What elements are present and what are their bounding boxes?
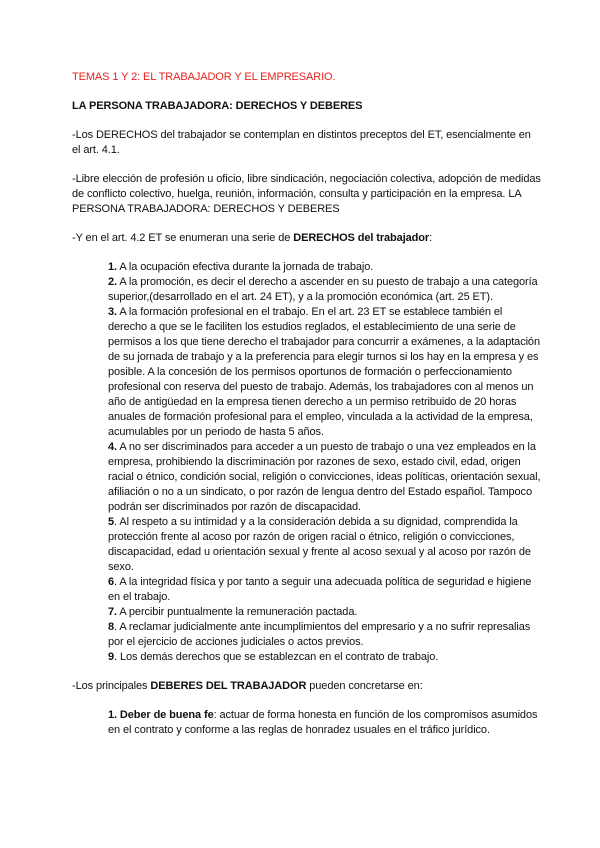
list-item: [108, 515, 542, 575]
list-number: 3.: [108, 306, 117, 318]
list-text: . Los demás derechos que se establezcan en el contrato de trabajo.: [114, 651, 439, 663]
duties-intro-text: -Los principales: [72, 680, 151, 692]
list-text: : actuar de forma honesta en función de los compromisos asumidos en el contrato y conforme a las reglas de honradez usuales en el tráfico jurídico.: [108, 709, 538, 736]
paragraph-duties-intro: [72, 679, 542, 694]
list-number: 9: [108, 651, 115, 663]
list-text: . Al respeto a su intimidad y a la consideración debida a su dignidad, comprendida la protección frente al acoso por razón de origen racial o étnico, religión o convicciones, discapacidad, edad u orientación sexual y frente al acoso sexual y al acoso por razón de sexo.: [108, 516, 531, 573]
list-number: 4.: [108, 441, 117, 453]
list-item: [108, 605, 542, 620]
list-text: A la ocupación efectiva durante la jornada de trabajo.: [116, 261, 374, 273]
paragraph-art-4-2: [72, 231, 542, 246]
document-content: [72, 70, 542, 752]
list-item: [108, 575, 542, 605]
list-text: . A la integridad física y por tanto a seguir una adecuada política de seguridad e higiene en el trabajo.: [108, 576, 532, 603]
list-number: 5: [108, 516, 115, 528]
list-number: 1.: [108, 261, 117, 273]
list-number: 7.: [108, 606, 117, 618]
list-number: 2.: [108, 276, 117, 288]
list-text: A percibir puntualmente la remuneración pactada.: [116, 606, 358, 618]
paragraph-rights-intro: -Los DERECHOS del trabajador se contemplan en distintos preceptos del ET, esencialmente en el art. 4.1.: [72, 129, 531, 156]
list-text: . A reclamar judicialmente ante incumplimientos del empresario y a no sufrir represalias por el ejercicio de acciones judiciales o actos previos.: [108, 621, 531, 648]
section-heading: LA PERSONA TRABAJADORA: DERECHOS Y DEBERES: [72, 100, 363, 112]
list-item: [108, 260, 542, 275]
paragraph-rights-list: -Libre elección de profesión u oficio, libre sindicación, negociación colectiva, adopción de medidas de conflicto colectivo, huelga, reunión, información, consulta y participación en la empresa. LA PERSONA TRABAJADORA: DERECHOS Y DEBERES: [72, 173, 541, 215]
rights-list: [72, 260, 542, 665]
list-item: [108, 708, 542, 738]
rights-intro-bold: DERECHOS del trabajador: [293, 232, 430, 244]
list-text: A la promoción, es decir el derecho a ascender en su puesto de trabajo a una categoría superior,(desarrollado en el art. 24 ET), y a la promoción económica (art. 25 ET).: [108, 276, 538, 303]
duties-list: [72, 708, 542, 738]
list-number: 1. Deber de buena fe: [108, 709, 214, 721]
list-item: [108, 305, 542, 440]
document-title: TEMAS 1 Y 2: EL TRABAJADOR Y EL EMPRESARIO.: [72, 71, 336, 83]
list-item: [108, 440, 542, 515]
list-item: [108, 275, 542, 305]
rights-intro-text: -Y en el art. 4.2 ET se enumeran una serie de: [72, 232, 294, 244]
rights-intro-end: :: [429, 232, 433, 244]
list-number: 8: [108, 621, 115, 633]
list-text: A no ser discriminados para acceder a un puesto de trabajo o una vez empleados en la empresa, prohibiendo la discriminación por razones de sexo, estado civil, edad, origen racial o étnico, condición social, religión o convicciones, ideas políticas, orientación sexual, afiliación o no a un sindicato, o por razón de lengua dentro del Estado español. Tampoco podrán ser discriminados por razón de discapacidad.: [108, 441, 541, 513]
list-item: [108, 650, 542, 665]
list-number: 6: [108, 576, 115, 588]
duties-intro-end: pueden concretarse en:: [306, 680, 423, 692]
duties-intro-bold: DEBERES DEL TRABAJADOR: [150, 680, 307, 692]
list-text: A la formación profesional en el trabajo. En el art. 23 ET se establece también el derecho a que se le faciliten los estudios reglados, el establecimiento de una serie de permisos a los que tiene derecho el trabajador para concurrir a exámenes, a la adaptación de su jornada de trabajo y a la preferencia para elegir turnos si los hay en la empresa y es posible. A la concesión de los permisos oportunos de formación o perfeccionamiento profesional con reserva del puesto de trabajo. Además, los trabajadores con al menos un año de antigüedad en la empresa tienen derecho a un permiso retribuido de 20 horas anuales de formación profesional para el empleo, vinculada a la actividad de la empresa, acumulables por un periodo de hasta 5 años.: [108, 306, 540, 438]
list-item: [108, 620, 542, 650]
